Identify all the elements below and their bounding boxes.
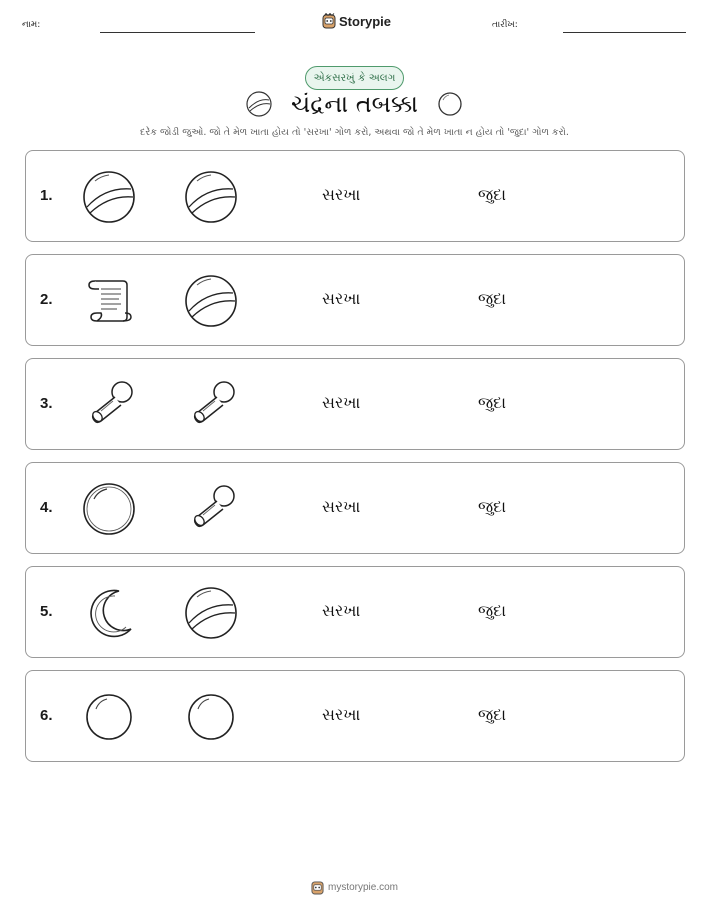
brand-name: Storypie: [339, 13, 392, 29]
same-option[interactable]: સરખા: [322, 705, 361, 724]
page-title: ચંદ્રના તબક્કા: [291, 90, 418, 118]
row-number: 5.: [40, 603, 53, 620]
same-option[interactable]: સરખા: [322, 497, 361, 516]
pair-row-4: [25, 462, 685, 554]
title-row: [0, 90, 709, 118]
storypie-mascot-icon: [311, 880, 324, 895]
storypie-mascot-icon: [322, 13, 336, 29]
row-number: 2.: [40, 291, 53, 308]
telescope-icon: [181, 479, 241, 539]
circle-icon: [79, 687, 139, 747]
different-option[interactable]: જુદા: [478, 705, 507, 724]
footer-site[interactable]: mystorypie.com: [327, 882, 398, 893]
same-option[interactable]: સરખા: [322, 393, 361, 412]
row-number: 6.: [40, 707, 53, 724]
different-option[interactable]: જુદા: [478, 601, 507, 620]
row-number: 1.: [40, 187, 53, 204]
footer: [0, 880, 709, 895]
full-moon-icon: [436, 90, 464, 118]
name-label: નામ:: [22, 20, 41, 30]
name-field-line[interactable]: [100, 32, 255, 33]
striped-ball-icon: [79, 167, 139, 227]
bubble-icon: [79, 479, 139, 539]
circle-icon: [181, 687, 241, 747]
different-option[interactable]: જુદા: [478, 393, 507, 412]
striped-moon-icon: [245, 90, 273, 118]
pair-row-2: [25, 254, 685, 346]
worksheet-type-badge: એકસરખું કે અલગ: [305, 66, 404, 90]
same-option[interactable]: સરખા: [322, 289, 361, 308]
striped-ball-icon: [181, 583, 241, 643]
pair-row-5: [25, 566, 685, 658]
brand-logo: [322, 13, 391, 29]
date-label: તારીખ:: [492, 20, 518, 30]
crescent-moon-icon: [79, 583, 139, 643]
row-number: 4.: [40, 499, 53, 516]
striped-ball-icon: [181, 167, 241, 227]
row-number: 3.: [40, 395, 53, 412]
pair-row-1: [25, 150, 685, 242]
different-option[interactable]: જુદા: [478, 289, 507, 308]
telescope-icon: [181, 375, 241, 435]
different-option[interactable]: જુદા: [478, 185, 507, 204]
telescope-icon: [79, 375, 139, 435]
pair-row-6: [25, 670, 685, 762]
scroll-icon: [79, 271, 139, 331]
pair-row-3: [25, 358, 685, 450]
different-option[interactable]: જુદા: [478, 497, 507, 516]
date-field-line[interactable]: [563, 32, 686, 33]
same-option[interactable]: સરખા: [322, 185, 361, 204]
instructions: દરેક જોડી જુઓ. જો તે મેળ ખાતા હોય તો 'સરખા' ગોળ કરો, અથવા જો તે મેળ ખાતા ન હોય તો 'જુદા' ગોળ કરો.: [140, 127, 569, 138]
striped-ball-icon: [181, 271, 241, 331]
same-option[interactable]: સરખા: [322, 601, 361, 620]
